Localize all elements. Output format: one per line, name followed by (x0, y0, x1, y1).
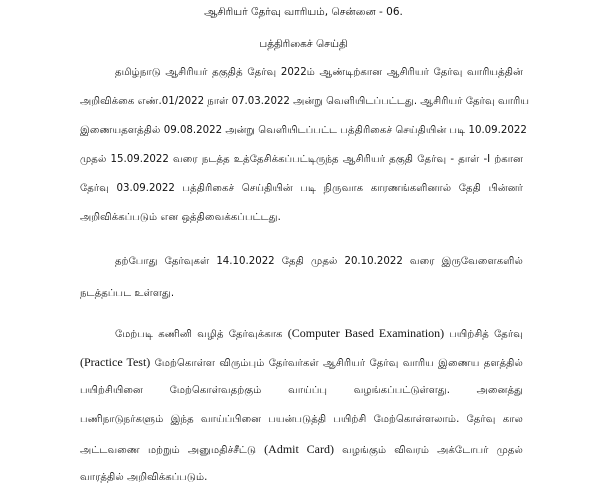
paragraph-line: தேர்வு 03.09.2022 பத்திரிகைச் செய்தியின் படி நிருவாக காரணங்களினால் தேதி பின்னர் (80, 183, 523, 194)
paragraph-line: இணையதளத்தில் 09.08.2022 அன்று வெளியிடப்பட்ட பத்திரிகைச் செய்தியின் படி 10.09.2022 (80, 125, 527, 136)
paragraph-line: முதல் 15.09.2022 வரை நடத்த உத்தேசிக்கப்பட்டிருந்த ஆசிரியர் தகுதி தேர்வு - தாள் -I ற்கான (80, 154, 523, 165)
paragraph-text: வழங்கும் விவரம் அக்டோபர் முதல் (342, 445, 523, 456)
paragraph-line: தமிழ்நாடு ஆசிரியர் தகுதித் தேர்வு 2022ம் ஆண்டிற்கான ஆசிரியர் தேர்வு வாரியத்தின் (115, 67, 523, 78)
paragraph-line: பணிநாடுநர்களும் இந்த வாய்ப்பினை பயன்படுத்தி பயிற்சி மேற்கொள்ளலாம். தேர்வு கால (80, 414, 523, 425)
document-title: ஆசிரியர் தேர்வு வாரியம், சென்னை - 06. (204, 6, 403, 18)
paragraph-text: அட்டவணை மற்றும் அனுமதிச்சீட்டு (80, 445, 257, 456)
paragraph-line: அறிவிக்கை எண்.01/2022 நாள் 07.03.2022 அன்று வெளியிடப்பட்டது. ஆசிரியர் தேர்வு வாரிய (80, 96, 530, 107)
english-term: (Computer Based Examination) (287, 326, 445, 340)
paragraph-line (80, 442, 523, 458)
paragraph-line: வாரத்தில் அறிவிக்கப்படும். (80, 472, 208, 483)
paragraph-line: நடத்தப்பட உள்ளது. (80, 288, 175, 299)
paragraph-line (115, 326, 523, 342)
paragraph-text: பயிற்சித் தேர்வு (449, 329, 524, 340)
paragraph-line: தற்போது தேர்வுகள் 14.10.2022 தேதி முதல் 20.10.2022 வரை இருவேளைகளில் (115, 256, 523, 267)
english-term: (Admit Card) (264, 442, 334, 456)
paragraph-line: பயிற்சியினை மேற்கொள்வதற்கும் வாய்ப்பு வழங்கப்பட்டுள்ளது. அனைத்து (80, 385, 523, 396)
paragraph-line: அறிவிக்கப்படும் என ஒத்திவைக்கப்பட்டது. (80, 212, 281, 223)
document-subtitle: பத்திரிகைச் செய்தி (259, 38, 348, 50)
paragraph-line (80, 355, 523, 371)
paragraph-text: மேற்படி கணினி வழித் தேர்வுக்காக (115, 329, 283, 340)
english-term: (Practice Test) (80, 355, 151, 369)
paragraph-text: மேற்கொள்ள விரும்பும் தேர்வர்கள் ஆசிரியர் தேர்வு வாரிய இணைய தளத்தில் (154, 358, 523, 369)
